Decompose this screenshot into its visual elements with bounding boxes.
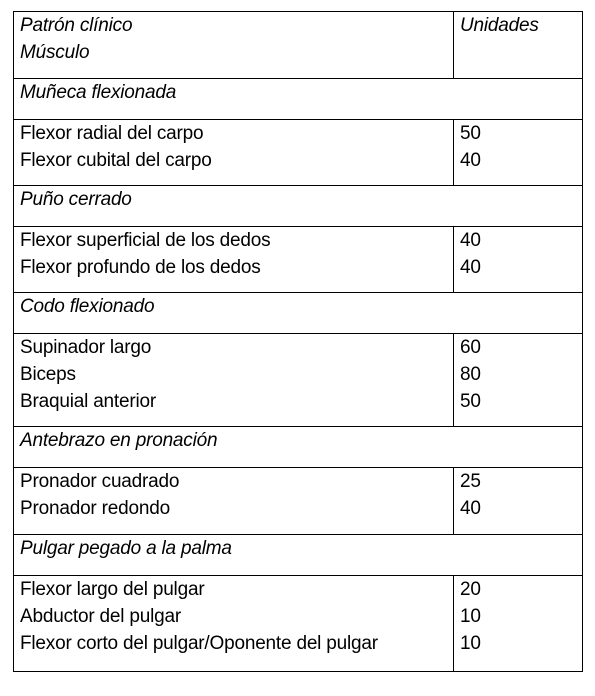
muscle-row (14, 227, 583, 293)
units-value: 50 (460, 391, 481, 412)
muscle-cell (14, 227, 454, 293)
units-cell (454, 334, 583, 427)
units-value: 50 (460, 123, 481, 144)
pattern-cell (14, 79, 583, 120)
muscle-name: Braquial anterior (20, 391, 157, 412)
muscle-name: Abductor del pulgar (20, 606, 181, 627)
muscle-name: Flexor corto del pulgar/Oponente del pulgar (20, 633, 378, 654)
units-cell (454, 120, 583, 186)
pattern-label: Pulgar pegado a la palma (20, 538, 232, 559)
units-value: 60 (460, 337, 481, 358)
muscle-cell (14, 576, 454, 672)
header-pattern-muscle-cell (14, 12, 454, 79)
muscle-name: Flexor superficial de los dedos (20, 230, 271, 251)
pattern-cell (14, 293, 583, 334)
muscle-name: Flexor cubital del carpo (20, 150, 212, 171)
muscle-name: Flexor largo del pulgar (20, 579, 205, 600)
units-value: 40 (460, 498, 481, 519)
pattern-cell (14, 427, 583, 468)
pattern-label: Codo flexionado (20, 296, 155, 317)
units-value: 10 (460, 606, 481, 627)
pattern-row (14, 186, 583, 227)
muscle-row (14, 468, 583, 535)
muscle-row (14, 120, 583, 186)
pattern-label: Puño cerrado (20, 189, 132, 210)
units-value: 40 (460, 230, 481, 251)
muscle-cell (14, 334, 454, 427)
units-value: 20 (460, 579, 481, 600)
header-units-cell (454, 12, 583, 79)
pattern-row (14, 427, 583, 468)
muscle-name: Flexor profundo de los dedos (20, 257, 261, 278)
muscle-cell (14, 468, 454, 535)
pattern-label: Antebrazo en pronación (20, 430, 218, 451)
pattern-cell (14, 535, 583, 576)
pattern-row (14, 535, 583, 576)
units-value: 40 (460, 150, 481, 171)
pattern-label: Muñeca flexionada (20, 82, 177, 103)
units-value: 40 (460, 257, 481, 278)
units-value: 25 (460, 471, 481, 492)
muscle-name: Biceps (20, 364, 76, 385)
muscle-row (14, 334, 583, 427)
muscle-name: Flexor radial del carpo (20, 123, 204, 144)
muscle-name: Pronador cuadrado (20, 471, 180, 492)
header-row (14, 12, 583, 79)
muscle-cell (14, 120, 454, 186)
units-cell (454, 576, 583, 672)
pattern-row (14, 293, 583, 334)
muscle-name: Pronador redondo (20, 498, 170, 519)
header-units-label: Unidades (460, 15, 539, 36)
units-value: 80 (460, 364, 481, 385)
units-value: 10 (460, 633, 481, 654)
pattern-row (14, 79, 583, 120)
pattern-cell (14, 186, 583, 227)
units-cell (454, 227, 583, 293)
muscle-row (14, 576, 583, 672)
header-muscle-label: Músculo (20, 42, 90, 63)
muscle-name: Supinador largo (20, 337, 152, 358)
dose-table (13, 11, 583, 672)
units-cell (454, 468, 583, 535)
header-pattern-label: Patrón clínico (20, 15, 133, 36)
